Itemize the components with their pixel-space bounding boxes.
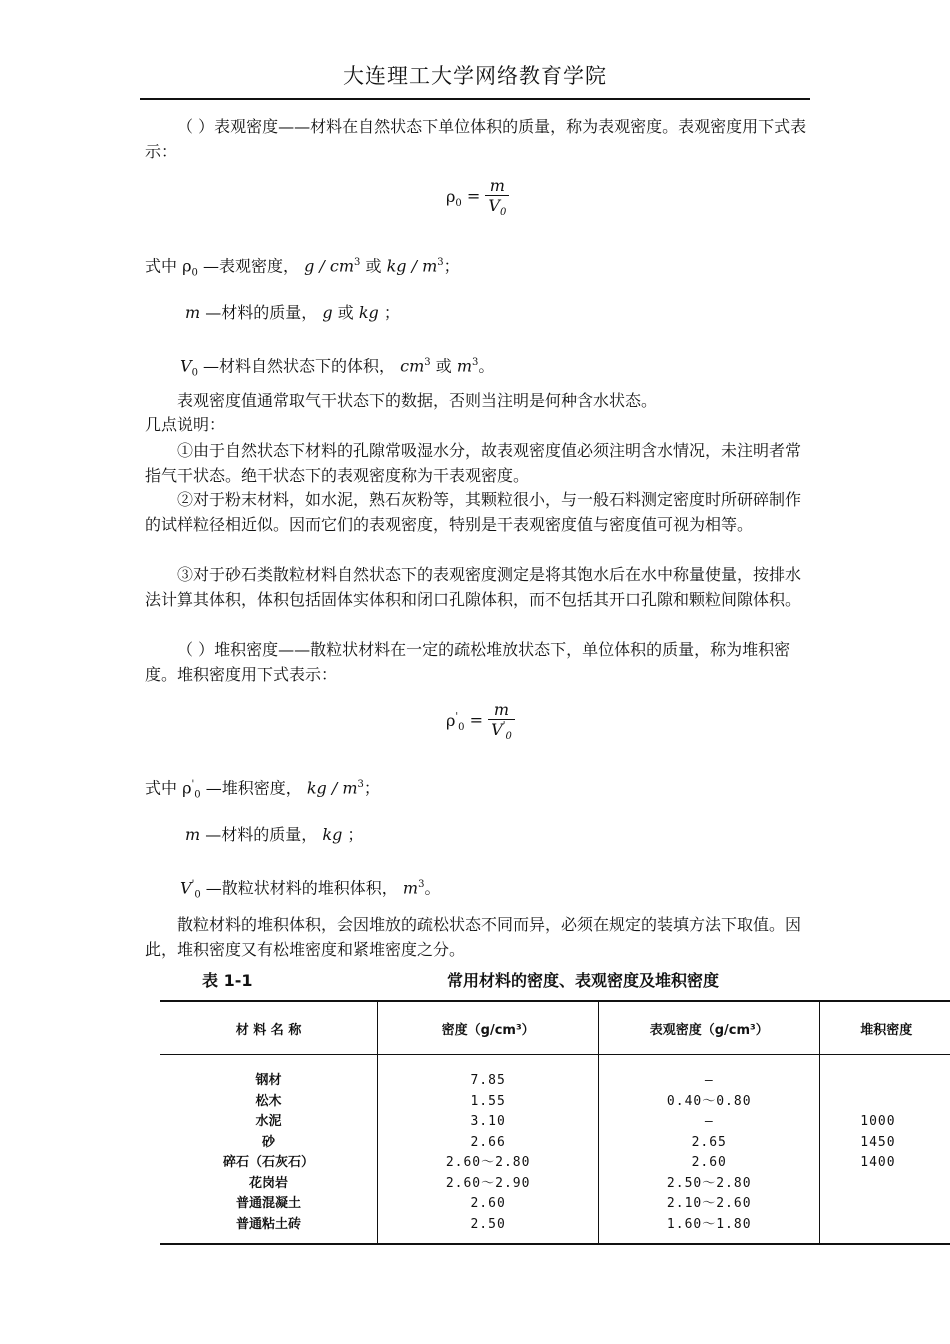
def-m-bulk: m —材料的质量， kg ； <box>185 825 364 844</box>
def-rho0: 式中 $\rho_0$ —表观密度， g / $cm^3$ 或 kg / $m^3$； <box>145 256 460 279</box>
table-cell: 2.50 <box>470 1216 506 1232</box>
table-cell <box>860 1092 950 1113</box>
table-cell: 1.60～1.80 <box>666 1216 752 1232</box>
bulk-density-note: 散粒材料的堆积体积，会因堆放的疏松状态不同而异，必须在规定的装填方法下取值。因此，堆积密度又有松堆密度和紧堆密度之分。 <box>145 915 802 959</box>
table-body-row <box>160 1055 950 1245</box>
table-cell: 1450 <box>860 1134 896 1150</box>
density-table <box>160 1000 950 1245</box>
page-header-title: 大连理工大学网络教育学院 <box>343 64 607 88</box>
table-cell: 2.60 <box>470 1196 506 1211</box>
table-cell: 7.85 <box>470 1073 506 1088</box>
def-rho0-bulk: 式中 $\rho'_0$ —堆积密度， kg / $m^3$； <box>145 778 380 801</box>
table-cell: 砂 <box>262 1134 276 1150</box>
table-cell: 1000 <box>860 1114 896 1129</box>
table-cell: 2.50～2.80 <box>666 1175 752 1191</box>
def-m: m —材料的质量， g 或 kg ； <box>185 303 400 322</box>
table-cell: 2.60 <box>691 1155 727 1170</box>
def-v0-bulk: $V'_0$ —散粒状材料的堆积体积， $m^3$。 <box>180 878 441 901</box>
table-cell: 3.10 <box>470 1114 506 1129</box>
table-cell: 2.60～2.80 <box>445 1155 531 1170</box>
table-cell: 2.65 <box>691 1134 727 1150</box>
explanation-point-3: ③对于砂石类散粒材料自然状态下的表观密度测定是将其饱水后在水中称量使量，按排水法计算其体积，体积包括固体实体积和闭口孔隙体积，而不包括其开口孔隙和颗粒间隙体积。 <box>145 565 802 609</box>
apparent-density-note: 表观密度值通常取气干状态下的数据，否则当注明是何种含水状态。 <box>177 391 658 410</box>
table-label: 表 1-1 <box>202 971 253 990</box>
def-v0: $V_0$ —材料自然状态下的体积， $cm^3$ 或 $m^3$。 <box>180 356 495 379</box>
bulk-density-column <box>820 1055 950 1245</box>
table-cell: — <box>704 1114 714 1129</box>
explanation-point-2: ②对于粉末材料，如水泥，熟石灰粉等，其颗粒很小，与一般石料测定密度时所研碎制作的试样粒径相近似。因而它们的表观密度，特别是干表观密度值与密度值可视为相等。 <box>145 490 802 534</box>
formula-fraction: $\frac{m}{V'_0}$ <box>488 700 515 742</box>
bulk-density-intro: （ ）堆积密度——散粒状材料在一定的疏松堆放状态下，单位体积的质量，称为堆积密度。堆积密度用下式表示： <box>145 640 791 684</box>
formula-lhs: $\rho'_0$ <box>446 710 465 733</box>
formula-lhs: $\rho_0$ <box>446 186 462 209</box>
apparent-density-intro: （ ）表观密度——材料在自然状态下单位体积的质量，称为表观密度。表观密度用下式表示： <box>145 117 807 161</box>
table-cell: 2.60～2.90 <box>445 1175 531 1191</box>
header-bulk-density: 堆积密度 <box>820 1001 950 1055</box>
table-cell: 2.66 <box>470 1134 506 1150</box>
table-cell: 普通粘土砖 <box>236 1216 302 1232</box>
table-cell: 花岗岩 <box>249 1175 289 1191</box>
apparent-density-formula <box>446 176 509 218</box>
header-rule <box>140 98 810 100</box>
table-cell: 水泥 <box>255 1114 282 1129</box>
table-cell: — <box>704 1073 714 1088</box>
table-cell: 1.55 <box>470 1093 506 1109</box>
density-table-wrap <box>160 1000 950 1245</box>
density-column <box>378 1055 599 1245</box>
table-header-row <box>160 1001 950 1055</box>
apparent-density-column <box>599 1055 820 1245</box>
table-cell: 松木 <box>255 1093 282 1109</box>
table-cell: 碎石（石灰石） <box>223 1155 315 1170</box>
explanation-point-1: ①由于自然状态下材料的孔隙常吸湿水分，故表观密度值必须注明含水情况，未注明者常指气干状态。绝干状态下的表观密度称为干表观密度。 <box>145 441 802 485</box>
explanation-title: 几点说明： <box>145 415 226 434</box>
header-density: 密度（g/cm³） <box>378 1001 599 1055</box>
material-column <box>160 1055 378 1245</box>
header-material: 材 料 名 称 <box>160 1001 378 1055</box>
formula-eq: = <box>466 186 481 206</box>
table-cell: 普通混凝土 <box>236 1196 302 1211</box>
table-cell: 1400 <box>860 1155 896 1170</box>
table-title: 常用材料的密度、表观密度及堆积密度 <box>447 971 720 990</box>
bulk-density-formula <box>446 700 515 742</box>
table-cell <box>860 1071 950 1092</box>
header-apparent-density: 表观密度（g/cm³） <box>599 1001 820 1055</box>
table-cell: 0.40～0.80 <box>666 1093 752 1109</box>
table-cell: 钢材 <box>255 1073 282 1088</box>
formula-eq: = <box>469 710 484 730</box>
formula-fraction: $\frac{m}{V_0}$ <box>485 176 509 218</box>
table-cell: 2.10～2.60 <box>666 1196 752 1211</box>
